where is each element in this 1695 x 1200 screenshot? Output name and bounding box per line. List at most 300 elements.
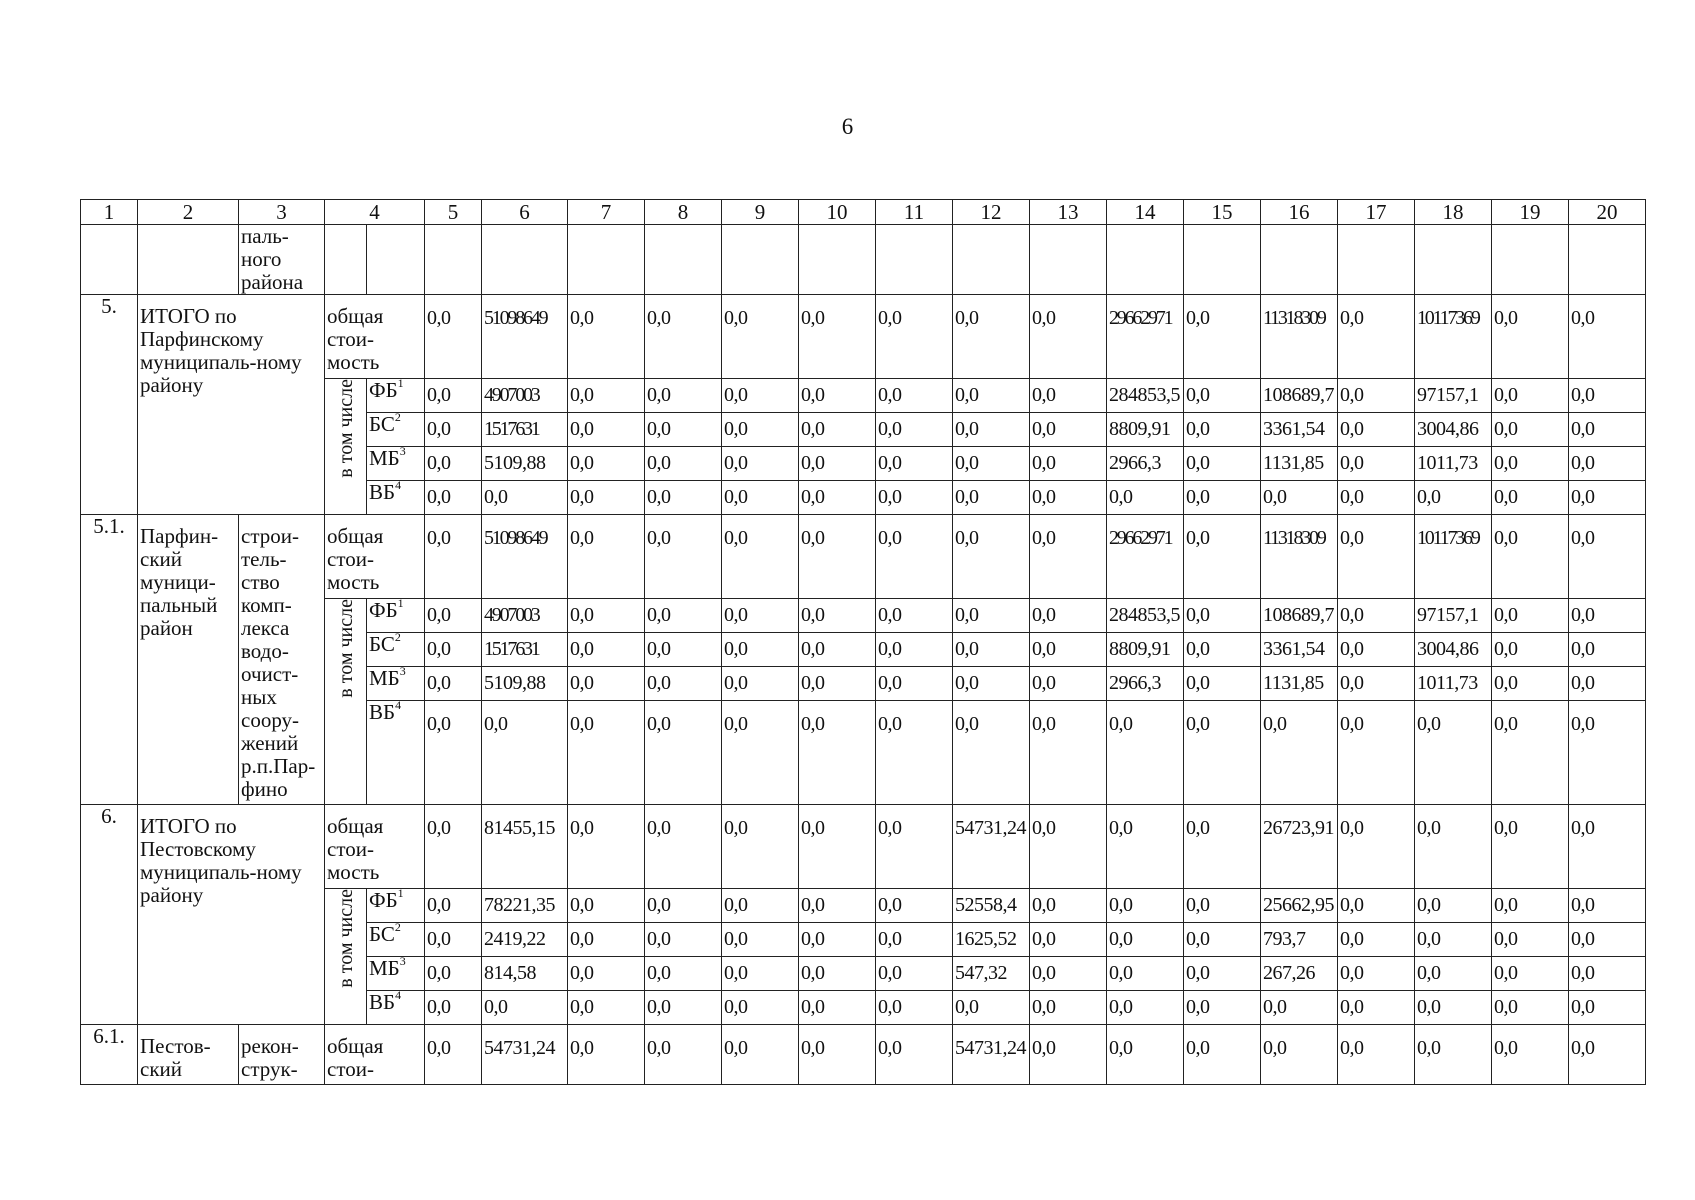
value-cell: 0,0 [876,379,953,413]
source-code [367,957,425,991]
value-cell: 0,0 [1492,379,1569,413]
value-cell: 0,0 [645,1025,722,1085]
value-cell: 1625,52 [953,923,1030,957]
value-cell: 0,0 [645,481,722,515]
column-header: 10 [799,200,876,225]
value-cell: 0,0 [1569,889,1646,923]
source-code-text: МБ [369,666,400,690]
value-cell: 0,0 [876,515,953,599]
value-cell: 0,0 [568,667,645,701]
value-cell: 81455,15 [482,805,568,889]
column-header: 18 [1415,200,1492,225]
value-cell: 0,0 [1338,667,1415,701]
cell [953,225,1030,295]
value-cell: 0,0 [722,633,799,667]
total-label: общая стои-мость [325,295,425,379]
value-cell: 0,0 [1338,599,1415,633]
value-cell: 0,0 [1415,701,1492,805]
value-cell: 0,0 [1492,515,1569,599]
value-cell: 0,0 [645,633,722,667]
value-cell: 0,0 [1184,923,1261,957]
value-cell: 0,0 [568,805,645,889]
value-cell: 0,0 [1569,413,1646,447]
value-cell: 51098649 [482,515,568,599]
header-row [81,200,1646,225]
value-cell: 0,0 [876,599,953,633]
value-cell: 0,0 [1569,923,1646,957]
value-cell: 0,0 [1492,633,1569,667]
value-cell: 0,0 [953,379,1030,413]
section-total-row [81,805,1646,889]
cell [645,225,722,295]
value-cell: 0,0 [482,481,568,515]
value-cell: 0,0 [876,633,953,667]
value-cell: 0,0 [425,805,482,889]
including-label: в том числе [334,889,357,988]
value-cell: 0,0 [1492,991,1569,1025]
row-name: Парфин-ский муници-пальный район [138,515,239,805]
source-code [367,481,425,515]
section-total-row [81,515,1646,599]
value-cell: 0,0 [876,923,953,957]
value-cell: 0,0 [1184,599,1261,633]
value-cell: 8809,91 [1107,633,1184,667]
value-cell: 0,0 [1107,481,1184,515]
source-code [367,413,425,447]
value-cell: 29662971 [1107,515,1184,599]
value-cell: 0,0 [1184,889,1261,923]
value-cell: 0,0 [568,447,645,481]
row-activity: рекон-струк- [239,1025,325,1085]
row-name: ИТОГО по Парфинскому муниципаль-ному району [138,295,325,515]
value-cell: 0,0 [722,295,799,379]
value-cell: 0,0 [722,667,799,701]
value-cell: 0,0 [1030,413,1107,447]
page-number: 6 [841,114,854,139]
value-cell: 0,0 [1338,805,1415,889]
value-cell: 0,0 [1184,1025,1261,1085]
continuation-row [81,225,1646,295]
value-cell: 0,0 [1030,447,1107,481]
value-cell: 0,0 [1184,413,1261,447]
source-code [367,447,425,481]
value-cell: 0,0 [799,701,876,805]
value-cell: 0,0 [1184,633,1261,667]
value-cell: 0,0 [568,379,645,413]
value-cell: 0,0 [568,991,645,1025]
column-header: 17 [1338,200,1415,225]
column-header: 7 [568,200,645,225]
value-cell: 108689,7 [1261,379,1338,413]
value-cell: 0,0 [425,413,482,447]
value-cell: 0,0 [722,379,799,413]
value-cell: 78221,35 [482,889,568,923]
value-cell: 0,0 [568,413,645,447]
value-cell: 0,0 [645,889,722,923]
value-cell: 0,0 [1030,805,1107,889]
value-cell: 0,0 [876,701,953,805]
value-cell: 0,0 [1261,701,1338,805]
value-cell: 0,0 [1261,991,1338,1025]
column-header: 2 [138,200,239,225]
value-cell: 0,0 [722,923,799,957]
value-cell: 0,0 [1030,889,1107,923]
value-cell: 0,0 [568,957,645,991]
value-cell: 10117369 [1415,515,1492,599]
value-cell: 0,0 [482,991,568,1025]
value-cell: 0,0 [799,379,876,413]
value-cell: 0,0 [645,379,722,413]
value-cell: 0,0 [1338,515,1415,599]
value-cell: 25662,95 [1261,889,1338,923]
cell [1030,225,1107,295]
vertical-label-cell [325,379,367,515]
value-cell: 0,0 [1184,295,1261,379]
activity-cell: паль- ного района [239,225,325,295]
value-cell: 0,0 [953,633,1030,667]
source-code-text: ВБ [369,700,396,724]
source-code-text: БС [369,412,395,436]
value-cell: 0,0 [1492,481,1569,515]
source-code-text: БС [369,632,395,656]
value-cell: 0,0 [1338,447,1415,481]
value-cell: 0,0 [1261,481,1338,515]
value-cell: 1517631 [482,633,568,667]
value-cell: 0,0 [1107,701,1184,805]
total-label: общая стои-мость [325,515,425,599]
value-cell: 0,0 [722,599,799,633]
value-cell: 0,0 [645,667,722,701]
value-cell: 0,0 [1184,991,1261,1025]
total-label: общая стои-мость [325,805,425,889]
value-cell: 4907003 [482,599,568,633]
column-header: 6 [482,200,568,225]
value-cell: 0,0 [568,599,645,633]
value-cell: 0,0 [1338,413,1415,447]
value-cell: 0,0 [1492,923,1569,957]
value-cell: 0,0 [953,481,1030,515]
value-cell: 0,0 [1415,957,1492,991]
value-cell: 1517631 [482,413,568,447]
value-cell: 0,0 [1338,633,1415,667]
value-cell: 0,0 [1338,1025,1415,1085]
value-cell: 0,0 [876,481,953,515]
value-cell: 0,0 [799,889,876,923]
value-cell: 0,0 [568,295,645,379]
source-code-text: ФБ [369,378,398,402]
value-cell: 0,0 [425,889,482,923]
value-cell: 0,0 [1184,701,1261,805]
value-cell: 0,0 [482,701,568,805]
value-cell: 0,0 [1261,1025,1338,1085]
value-cell: 54731,24 [953,1025,1030,1085]
value-cell: 0,0 [645,701,722,805]
value-cell: 0,0 [1415,923,1492,957]
value-cell: 0,0 [645,413,722,447]
source-code-text: БС [369,922,395,946]
cell [1492,225,1569,295]
value-cell: 0,0 [1030,701,1107,805]
value-cell: 0,0 [1107,923,1184,957]
value-cell: 0,0 [568,701,645,805]
value-cell: 0,0 [1030,957,1107,991]
value-cell: 0,0 [645,447,722,481]
footnote-marker: 3 [399,956,406,968]
value-cell: 0,0 [1184,515,1261,599]
value-cell: 284853,5 [1107,379,1184,413]
value-cell: 0,0 [1107,991,1184,1025]
value-cell: 0,0 [1569,805,1646,889]
value-cell: 0,0 [425,481,482,515]
column-header: 15 [1184,200,1261,225]
footnote-marker: 4 [395,990,402,1002]
value-cell: 0,0 [953,991,1030,1025]
value-cell: 0,0 [799,295,876,379]
value-cell: 3004,86 [1415,413,1492,447]
value-cell: 0,0 [425,957,482,991]
vertical-label-cell [325,889,367,1025]
footnote-marker: 1 [397,598,404,610]
value-cell: 0,0 [1338,379,1415,413]
value-cell: 0,0 [1492,447,1569,481]
row-number: 5.1. [81,515,138,805]
value-cell: 0,0 [425,515,482,599]
value-cell: 5109,88 [482,667,568,701]
value-cell: 0,0 [953,667,1030,701]
value-cell: 0,0 [1415,889,1492,923]
value-cell: 547,32 [953,957,1030,991]
source-code [367,991,425,1025]
value-cell: 0,0 [876,889,953,923]
cell [1569,225,1646,295]
value-cell: 0,0 [953,515,1030,599]
value-cell: 0,0 [425,1025,482,1085]
value-cell: 0,0 [953,447,1030,481]
value-cell: 0,0 [1030,295,1107,379]
value-cell: 0,0 [799,805,876,889]
value-cell: 3004,86 [1415,633,1492,667]
value-cell: 0,0 [1030,379,1107,413]
value-cell: 0,0 [568,1025,645,1085]
value-cell: 54731,24 [953,805,1030,889]
value-cell: 0,0 [1569,447,1646,481]
source-code-text: ВБ [369,990,396,1014]
value-cell: 0,0 [1492,413,1569,447]
value-cell: 0,0 [645,599,722,633]
source-code [367,379,425,413]
column-header: 9 [722,200,799,225]
value-cell: 0,0 [876,991,953,1025]
value-cell: 26723,91 [1261,805,1338,889]
value-cell: 0,0 [953,295,1030,379]
value-cell: 1131,85 [1261,667,1338,701]
value-cell: 0,0 [1184,667,1261,701]
value-cell: 0,0 [1338,991,1415,1025]
value-cell: 0,0 [1492,889,1569,923]
value-cell: 54731,24 [482,1025,568,1085]
value-cell: 0,0 [799,481,876,515]
value-cell: 0,0 [722,805,799,889]
value-cell: 108689,7 [1261,599,1338,633]
value-cell: 0,0 [722,515,799,599]
cell [1415,225,1492,295]
cell [425,225,482,295]
column-header: 11 [876,200,953,225]
value-cell: 0,0 [876,805,953,889]
value-cell: 0,0 [1030,991,1107,1025]
value-cell: 4907003 [482,379,568,413]
value-cell: 0,0 [1569,599,1646,633]
value-cell: 0,0 [722,1025,799,1085]
value-cell: 51098649 [482,295,568,379]
including-label: в том числе [334,599,357,698]
value-cell: 0,0 [722,447,799,481]
row-name: Пестов-ский [138,1025,239,1085]
value-cell: 0,0 [1107,805,1184,889]
cell [138,225,239,295]
source-code [367,923,425,957]
section-total-row [81,1025,1646,1085]
value-cell: 0,0 [1569,379,1646,413]
including-label: в том числе [334,379,357,478]
value-cell: 0,0 [568,515,645,599]
source-code-text: МБ [369,446,400,470]
column-header: 3 [239,200,325,225]
source-code [367,667,425,701]
cell [722,225,799,295]
source-code-text: МБ [369,956,400,980]
value-cell: 0,0 [1030,633,1107,667]
value-cell: 0,0 [1492,599,1569,633]
footnote-marker: 1 [397,378,404,390]
cell [482,225,568,295]
value-cell: 8809,91 [1107,413,1184,447]
section-total-row [81,295,1646,379]
value-cell: 0,0 [645,991,722,1025]
value-cell: 0,0 [1107,1025,1184,1085]
row-name: ИТОГО по Пестовскому муниципаль-ному району [138,805,325,1025]
value-cell: 0,0 [1338,295,1415,379]
value-cell: 0,0 [1492,295,1569,379]
value-cell: 0,0 [1338,701,1415,805]
column-header: 13 [1030,200,1107,225]
source-code-text: ВБ [369,480,396,504]
value-cell: 0,0 [799,923,876,957]
value-cell: 0,0 [645,805,722,889]
cell [325,225,367,295]
table-body [81,200,1646,1085]
value-cell: 0,0 [1184,805,1261,889]
value-cell: 0,0 [953,413,1030,447]
value-cell: 0,0 [1415,991,1492,1025]
value-cell: 0,0 [1569,957,1646,991]
footnote-marker: 2 [394,412,401,424]
row-number: 6.1. [81,1025,138,1085]
value-cell: 11318309 [1261,295,1338,379]
column-header: 16 [1261,200,1338,225]
total-label: общая стои- [325,1025,425,1085]
value-cell: 0,0 [1184,481,1261,515]
source-code [367,701,425,805]
footnote-marker: 2 [394,632,401,644]
value-cell: 0,0 [876,413,953,447]
cell [1184,225,1261,295]
column-header: 4 [325,200,425,225]
footnote-marker: 4 [395,700,402,712]
value-cell: 97157,1 [1415,599,1492,633]
value-cell: 0,0 [799,413,876,447]
value-cell: 0,0 [425,379,482,413]
value-cell: 2966,3 [1107,667,1184,701]
cell [876,225,953,295]
value-cell: 0,0 [722,991,799,1025]
cell [1261,225,1338,295]
value-cell: 0,0 [1569,1025,1646,1085]
footnote-marker: 4 [395,480,402,492]
value-cell: 0,0 [1415,1025,1492,1085]
value-cell: 0,0 [799,957,876,991]
value-cell: 0,0 [722,957,799,991]
value-cell: 0,0 [799,599,876,633]
value-cell: 3361,54 [1261,413,1338,447]
value-cell: 0,0 [799,991,876,1025]
source-code [367,889,425,923]
row-number: 5. [81,295,138,515]
value-cell: 0,0 [1569,667,1646,701]
source-code-text: ФБ [369,888,398,912]
value-cell: 3361,54 [1261,633,1338,667]
value-cell: 0,0 [876,295,953,379]
row-number: 6. [81,805,138,1025]
value-cell: 1131,85 [1261,447,1338,481]
value-cell: 0,0 [1030,481,1107,515]
value-cell: 97157,1 [1415,379,1492,413]
value-cell: 0,0 [799,667,876,701]
value-cell: 0,0 [722,413,799,447]
value-cell: 814,58 [482,957,568,991]
value-cell: 0,0 [1569,991,1646,1025]
value-cell: 11318309 [1261,515,1338,599]
value-cell: 2419,22 [482,923,568,957]
value-cell: 0,0 [876,957,953,991]
value-cell: 0,0 [876,447,953,481]
value-cell: 1011,73 [1415,667,1492,701]
value-cell: 0,0 [645,515,722,599]
value-cell: 0,0 [568,889,645,923]
vertical-label-cell [325,599,367,805]
column-header: 1 [81,200,138,225]
value-cell: 0,0 [1030,515,1107,599]
column-header: 14 [1107,200,1184,225]
value-cell: 0,0 [953,701,1030,805]
value-cell: 0,0 [1569,633,1646,667]
value-cell: 0,0 [1569,481,1646,515]
value-cell: 0,0 [722,701,799,805]
value-cell: 267,26 [1261,957,1338,991]
footnote-marker: 3 [399,446,406,458]
footnote-marker: 3 [399,666,406,678]
value-cell: 0,0 [1338,481,1415,515]
value-cell: 0,0 [568,633,645,667]
value-cell: 0,0 [1492,701,1569,805]
value-cell: 0,0 [1492,1025,1569,1085]
source-code-text: ФБ [369,598,398,622]
value-cell: 0,0 [425,991,482,1025]
value-cell: 0,0 [425,633,482,667]
value-cell: 0,0 [425,447,482,481]
value-cell: 0,0 [1030,1025,1107,1085]
value-cell: 0,0 [1107,957,1184,991]
